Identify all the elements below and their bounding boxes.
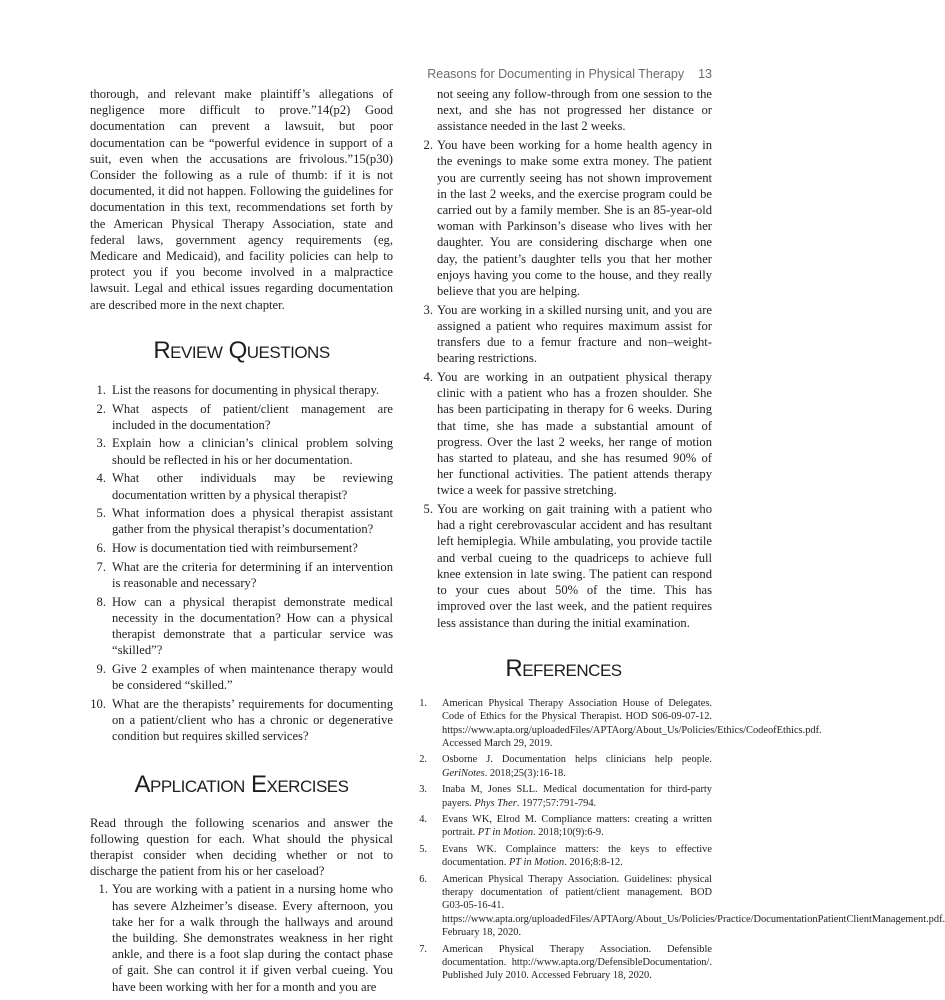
exercise-number: 3. [423,302,433,317]
review-question-number: 2. [96,401,106,416]
reference-number: 2. [419,754,427,766]
reference-item-6 [415,873,945,940]
reference-item-1 [415,697,822,751]
reference-number: 7. [419,943,427,955]
review-question-text: How is documentation tied with reimbursement? [112,541,358,556]
exercise-text: You are working in a skilled nursing unit, and you are assigned a patient who requires maximum assist for transfers due to a femur fracture and non–weight-bearing restrictions. [437,302,712,366]
review-question-item-4 [88,470,393,502]
exercise-number: 4. [423,369,433,384]
review-question-item-1 [88,382,393,398]
reference-number: 3. [419,784,427,796]
exercise-list-left [90,881,393,994]
review-question-text: What aspects of patient/client management are included in the documentation? [112,401,393,432]
page-number: 13 [698,67,712,81]
review-question-text: What other individuals may be reviewing documentation written by a physical therapist? [112,471,393,502]
exercise-1-text: You are working with a patient in a nursing home who has severe Alzheimer’s disease. Every afternoon, you take her for a walk through the hallways and around the building. She demonstrates weakness in her right ankle, and there is a foot slap during the contact phase of gait. She can control it if given verbal cueing. You have been working with her for a month and you are [112,882,393,994]
review-question-text: Explain how a clinician’s clinical problem solving should be reflected in his or her documentation. [112,436,393,467]
application-intro: Read through the following scenarios and answer the following question for each. What should the physical therapist consider when deciding whether or not to discharge the patient from his or her caseload? [90,815,393,879]
reference-number: 4. [419,813,427,825]
review-question-item-10 [88,696,393,745]
reference-item-5 [415,843,712,870]
reference-text-a: Inaba M, Jones SLL. Medical documentation for third-party payers. [442,784,712,809]
review-question-number: 6. [96,541,106,556]
exercise-number: 2. [423,138,433,153]
reference-number: 5. [419,843,427,855]
running-header [427,67,712,81]
reference-text-a: American Physical Therapy Association House of Delegates. Code of Ethics for the Physical Therapist. HOD S06-09-07-12. https://www.apta.org/uploadedFiles/APTAorg/About_Us/Policies/Ethics/CodeofEthics.pdf. Accessed March 29, 2019. [442,697,822,749]
reference-text-a: Evans WK. Complaince matters: the keys to effective documentation. [442,843,712,869]
left-column [90,86,393,997]
review-question-text: How can a physical therapist demonstrate medical necessity in the documentation? How can a physical therapist demonstrate that a particular service was “skilled”? [112,594,393,658]
exercise-1-continued: not seeing any follow-through from one session to the next, and she has not progressed her distance or assistance needed in the last 2 weeks. [437,87,712,134]
reference-number: 1. [419,697,427,709]
reference-text-i: Phys Ther [474,797,517,809]
exercise-text: You are working in an outpatient physical therapy clinic with a patient who has a frozen shoulder. She has been participating in therapy for 6 weeks. During that time, she has made a substantial amount of progress. Over the last 2 weeks, her range of motion has started to plateau, and she has resumed 90% of her functional activities. The patient attends therapy twice a week for passive stretching. [437,369,712,498]
reference-text-b: . 2018;25(3):16-18. [484,767,566,779]
reference-text-i: PT in Motion [477,827,534,839]
running-title: Reasons for Documenting in Physical Therapy [427,67,685,81]
reference-text-a: American Physical Therapy Association. Guidelines: physical therapy documentation of patient/client management. BOD G03-05-16-41. https://www.apta.org/uploadedFiles/APTAorg/About_Us/Policies/Practice/DocumentationPatientClientManagement.pdf. February 18, 2020. [442,873,945,939]
reference-text-b: . 1977;57:791-794. [516,797,597,809]
exercise-item-1 [415,137,712,299]
review-question-number: 3. [96,436,106,451]
review-question-item-3 [88,435,393,467]
review-question-number: 4. [96,471,106,486]
exercise-text: You are working on gait training with a patient who had a right cerebrovascular accident and has resultant left hemiplegia. While ambulating, you provide tactile and verbal cueing to the quadriceps to achieve full knee extension in late swing. The patient can respond to your cues about 50% of the time. This has improved over the last week, and the patient requires less assistance than during the initial examination. [437,502,712,630]
reference-text-b: . 2018;10(9):6-9. [533,827,604,839]
exercise-item-2 [415,302,712,367]
review-question-number: 1. [96,382,106,397]
review-questions-heading: Review Questions [153,336,330,364]
reference-item-7 [415,943,712,983]
review-question-number: 10. [90,697,106,711]
exercise-number: 5. [423,502,433,517]
review-question-item-7 [88,559,393,591]
review-question-number: 7. [96,559,106,574]
application-exercises-heading: Application Exercises [134,770,349,798]
references-heading: References [505,654,622,682]
intro-paragraph: thorough, and relevant make plaintiff’s allegations of negligence more difficult to prove.”14(p2) Good documentation can prevent a lawsuit, but poor documentation can be “powerful evidence in support of a suit, even when the accusations are frivolous.”15(p30) Consider the following as a rule of thumb: if it is not documented, it did not happen. Following the guidelines for documentation in this text, recommendations set forth by the American Physical Therapy Association, state and federal laws, government agency requirements (eg, Medicare and Medicaid), and facility policies can help to protect you if you become involved in a malpractice lawsuit. Legal and ethical issues regarding documentation are described more in the next chapter. [90,87,393,312]
reference-text-i: PT in Motion [508,857,565,869]
reference-item-3 [415,783,712,810]
reference-text-b: . 2016;8:8-12. [564,857,623,869]
exercise-list-right [415,137,712,631]
review-question-item-9 [88,661,393,693]
exercise-item-3 [415,369,712,499]
review-question-item-6 [88,540,393,556]
review-question-text: List the reasons for documenting in physical therapy. [112,382,380,397]
review-question-item-5 [88,505,393,537]
review-question-number: 5. [96,506,106,521]
review-question-item-8 [88,594,393,659]
review-question-text: What are the therapists’ requirements for documenting on a patient/client who has a chronic or degenerative condition but requires skilled services? [112,697,393,744]
references-list [415,697,945,983]
review-question-text: What are the criteria for determining if an intervention is reasonable and necessary? [112,559,393,591]
reference-text-a: Evans WK, Elrod M. Compliance matters: creating a written portrait. [442,813,712,839]
reference-text-i: GeriNotes [442,767,485,779]
review-question-number: 8. [96,594,106,609]
exercise-text: You have been working for a home health agency in the evenings to make some extra money. The patient you are currently seeing has not shown improvement in the last 2 weeks, and the exercise program could be carried out by a family member. She is an 85-year-old woman with Parkinson’s disease who lives with her daughter. You are considering discharge when one day, the patient’s daughter tells you that her mother enjoys having you come to the house, and they really believe that you are helping. [437,138,712,298]
exercise-item-1: 1. You are working with a patient in a nursing home who has severe Alzheimer’s disease. Every afternoon, you take her for a walk through the hallways and around the building. She demonstrates weakness in her right ankle, and there is a foot slap during the contact phase of gait. She can control it if given verbal cueing. You have been working with her for a month and you are [98,882,393,994]
reference-text-a: American Physical Therapy Association. Defensible documentation. http://www.apta.org/DefensibleDocumentation/. Published July 2010. Accessed February 18, 2020. [442,943,712,982]
reference-number: 6. [419,873,427,885]
reference-text-a: Osborne J. Documentation helps clinicians help people. [442,754,712,766]
right-column [415,86,945,986]
reference-item-2 [415,753,712,780]
reference-item-4 [415,813,712,840]
review-question-number: 9. [96,662,106,677]
review-question-item-2 [88,401,393,433]
review-question-text: Give 2 examples of when maintenance therapy would be considered “skilled.” [112,662,393,693]
review-questions-list [88,382,393,745]
exercise-item-4 [415,501,712,631]
review-question-text: What information does a physical therapist assistant gather from the physical therapist’s documentation? [112,506,393,537]
